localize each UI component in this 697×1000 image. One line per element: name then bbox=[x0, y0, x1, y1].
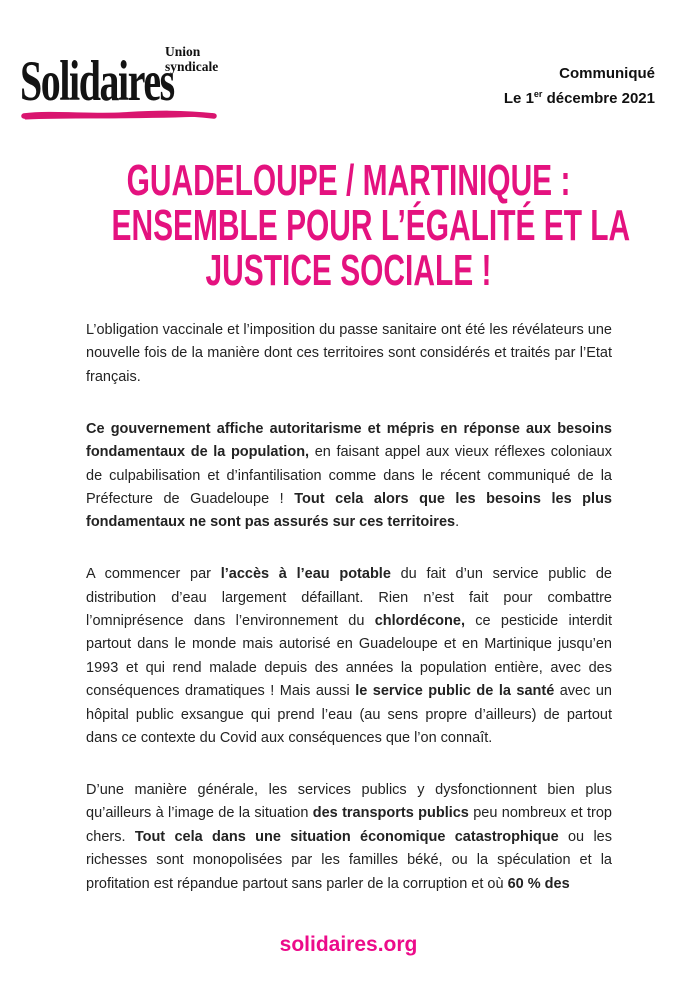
paragraph bbox=[86, 563, 612, 750]
text-run: D’une manière générale, les services publics y dysfonctionnent bien plus qu’ailleurs à l’image de la situation bbox=[86, 782, 612, 822]
title-line-2: ENSEMBLE POUR L’ÉGALITÉ ET LA bbox=[111, 201, 631, 250]
page-title bbox=[0, 158, 697, 293]
bold-text-run: l’accès à l’eau potable bbox=[220, 566, 391, 583]
website-link[interactable]: solidaires.org bbox=[279, 933, 418, 956]
text-run: peu nombreux et trop chers. bbox=[86, 805, 612, 845]
doc-type-label: Communiqué bbox=[559, 65, 655, 82]
page-footer bbox=[0, 933, 697, 957]
solidaires-logo-wordmark: Solidaires bbox=[20, 50, 174, 113]
body-text bbox=[86, 319, 612, 925]
text-run: ce pesticide interdit partout dans le monde mais autorisé en Guadeloupe et en Martinique jusqu’en 1993 et qui rend malade depuis des années la population entière, avec des conséquences dramatiques ! Mais aussi bbox=[86, 613, 612, 700]
text-run: A commencer par bbox=[86, 566, 221, 583]
bold-text-run: Ce gouvernement affiche autoritarisme et mépris en réponse aux besoins fondamentaux de la population, bbox=[86, 420, 612, 461]
paragraph bbox=[86, 779, 612, 896]
bold-text-run: le service public de la santé bbox=[355, 683, 555, 700]
text-run: L’obligation vaccinale et l’imposition du passe sanitaire ont été les révélateurs une nouvelle fois de la manière dont ces territoires sont considérés et traités par l’Etat français. bbox=[86, 322, 612, 385]
title-line-1: GUADELOUPE / MARTINIQUE : bbox=[126, 156, 571, 205]
text-run: . bbox=[455, 514, 460, 531]
text-run: en faisant appel aux vieux réflexes coloniaux de culpabilisation et d’infantilisation comme dans le récent communiqué de la Préfecture de Guadeloupe ! bbox=[86, 444, 612, 507]
brush-underline-icon bbox=[21, 109, 217, 122]
paragraph bbox=[86, 319, 612, 389]
text-run: ou les richesses sont monopolisées par les familles béké, ou la spéculation et la profitation est répandue partout sans parler de la corruption et où bbox=[86, 828, 612, 892]
doc-date-label: Le 1er décembre 2021 bbox=[503, 89, 655, 107]
logo-syndicale-line: syndicale bbox=[165, 59, 219, 74]
bold-text-run: Tout cela dans une situation économique catastrophique bbox=[134, 828, 559, 845]
bold-text-run: des transports publics bbox=[312, 805, 469, 822]
title-line-3: JUSTICE SOCIALE ! bbox=[205, 246, 492, 295]
logo-union-line: Union bbox=[165, 44, 201, 59]
doc-meta bbox=[504, 64, 655, 109]
paragraph bbox=[86, 418, 612, 535]
bold-text-run: 60 % des bbox=[507, 875, 570, 892]
bold-text-run: chlordécone, bbox=[374, 613, 465, 630]
text-run: du fait d’un service public de distribution d’eau largement défaillant. Rien n’est fait pour combattre l’omniprésence dans l’environnement du bbox=[86, 566, 612, 630]
text-run: avec un hôpital public exsangue qui prend l’eau (au sens propre d’ailleurs) de partout dans ce contexte du Covid aux conséquences que l’on connaît. bbox=[86, 683, 612, 747]
date-ordinal: er bbox=[533, 89, 543, 99]
bold-text-run: Tout cela alors que les besoins les plus fondamentaux ne sont pas assurés sur ces territoires bbox=[86, 490, 612, 531]
